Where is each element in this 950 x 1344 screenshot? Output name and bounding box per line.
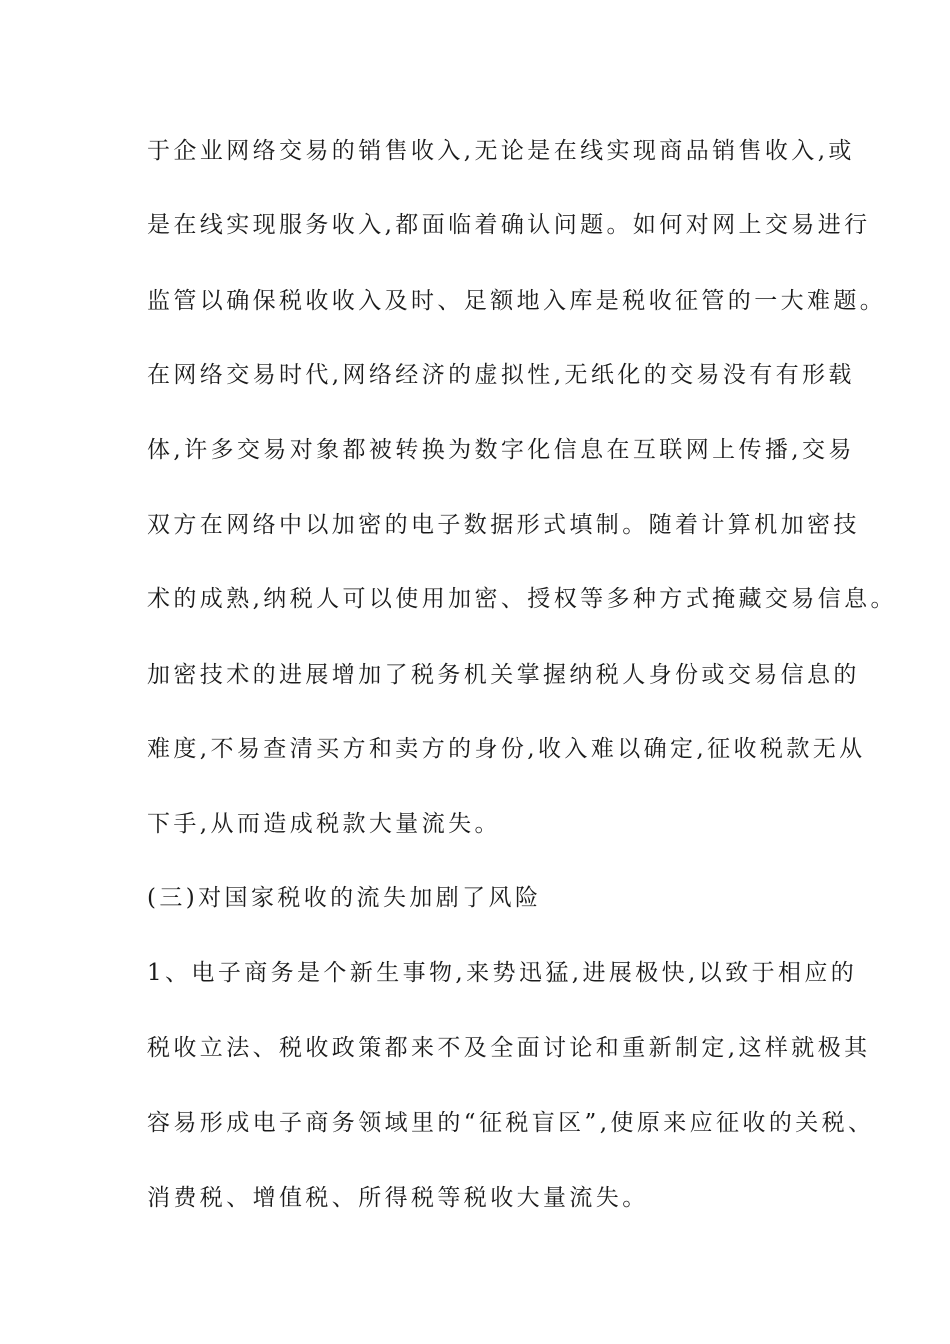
body-text-line: 术的成熟,纳税人可以使用加密、授权等多种方式掩藏交易信息。 [147,586,897,612]
body-text-line: 消费税、增值税、所得税等税收大量流失。 [147,1185,649,1211]
list-item-text: 1、电子商务是个新生事物,来势迅猛,进展极快,以致于相应的 [147,960,858,986]
body-text-line: 税收立法、税收政策都来不及全面讨论和重新制定,这样就极其 [147,1035,871,1061]
body-text-line: 容易形成电子商务领域里的“征税盲区”,使原来应征收的关税、 [147,1110,875,1136]
body-text-line: 是在线实现服务收入,都面临着确认问题。如何对网上交易进行 [147,212,871,238]
section-heading: (三)对国家税收的流失加剧了风险 [147,885,542,911]
body-text-line: 双方在网络中以加密的电子数据形式填制。随着计算机加密技 [147,512,860,538]
body-text-line: 加密技术的进展增加了税务机关掌握纳税人身份或交易信息的 [147,662,860,688]
body-text-line: 于企业网络交易的销售收入,无论是在线实现商品销售收入,或 [147,138,855,164]
body-text-line: 难度,不易查清买方和卖方的身份,收入难以确定,征收税款无从 [147,736,866,762]
body-text-line: 下手,从而造成税款大量流失。 [147,811,501,837]
body-text-line: 在网络交易时代,网络经济的虚拟性,无纸化的交易没有有形载 [147,362,855,388]
body-text-line: 监管以确保税收收入及时、足额地入库是税收征管的一大难题。 [147,288,887,314]
body-text-line: 体,许多交易对象都被转换为数字化信息在互联网上传播,交易 [147,437,855,463]
